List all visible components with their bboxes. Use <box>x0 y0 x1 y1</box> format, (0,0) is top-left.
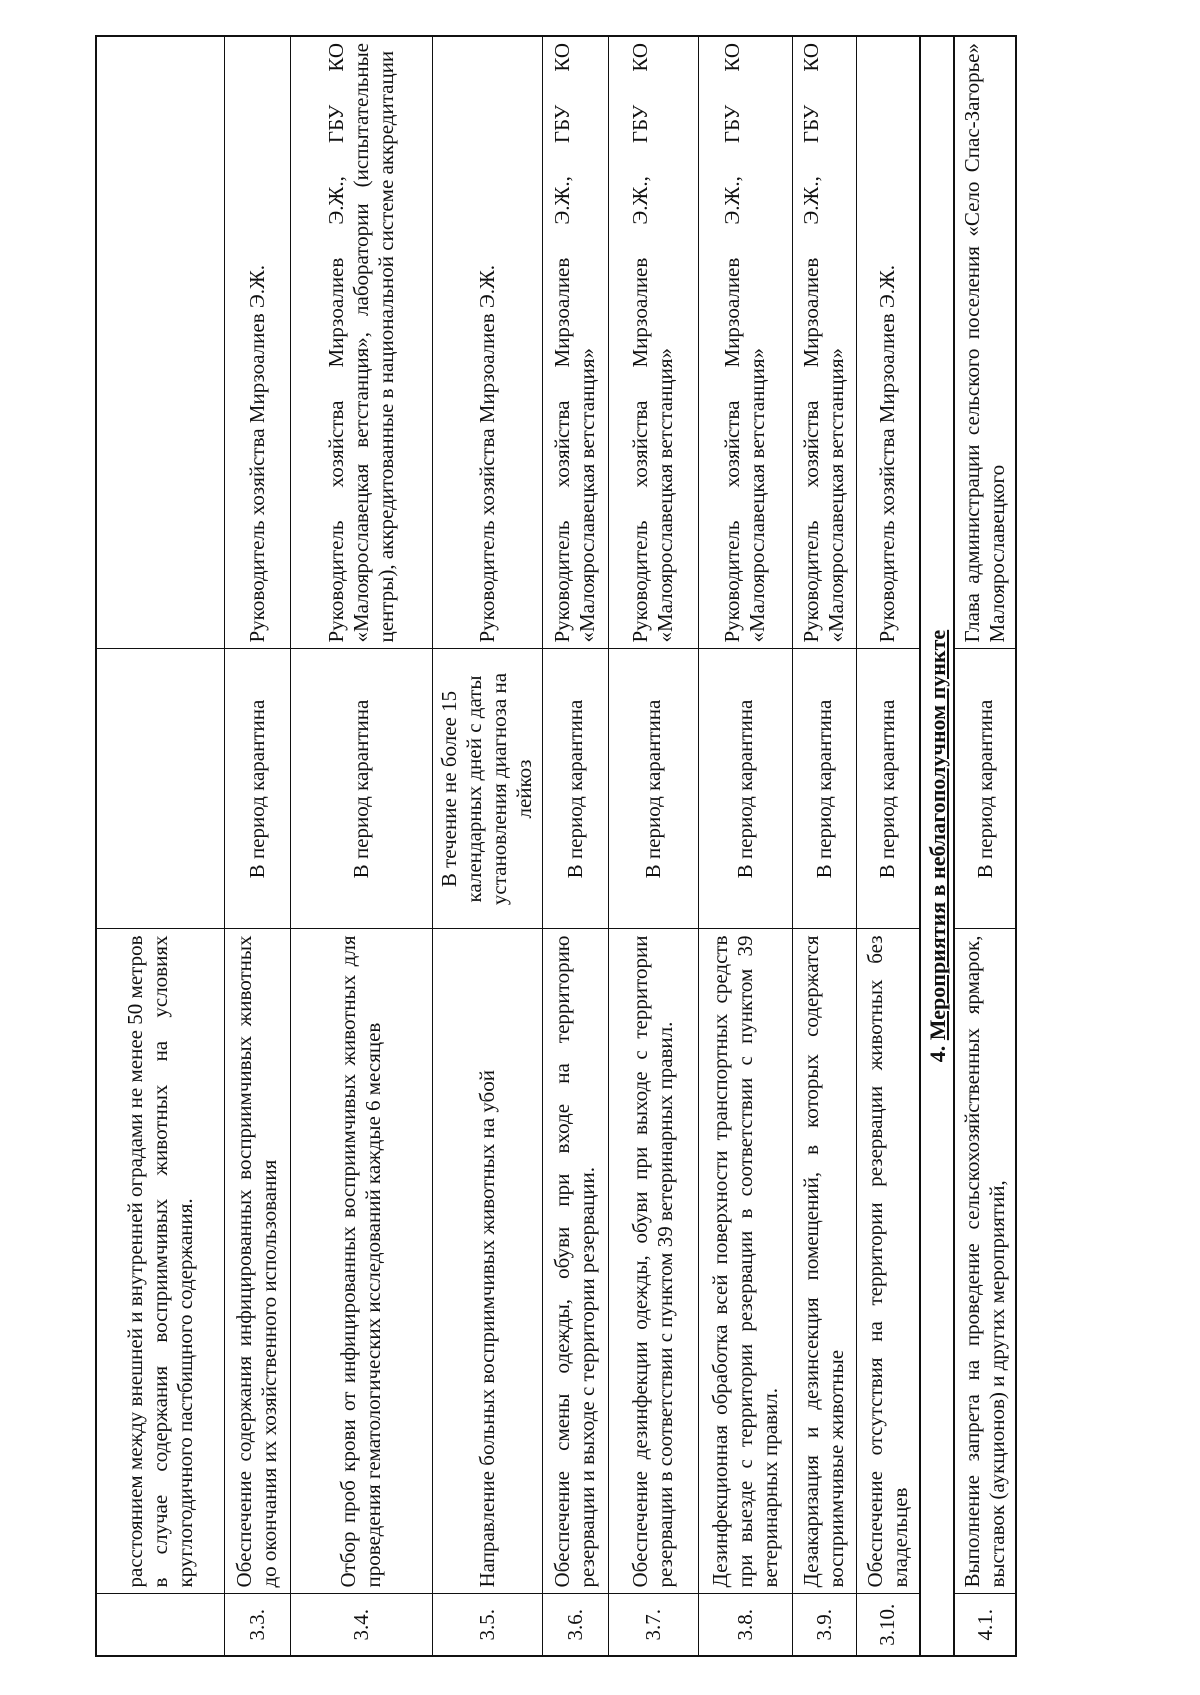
measure-responsible: Руководитель хозяйства Мирзоалиев Э.Ж., ГБУ КО «Малоярославецкая ветстанция» <box>542 36 608 649</box>
row-number: 3.7. <box>608 1594 698 1656</box>
row-number: 3.9. <box>792 1594 856 1656</box>
measure-responsible: Руководитель хозяйства Мирзоалиев Э.Ж. <box>432 36 542 649</box>
measure-text: Дезинфекционная обработка всей поверхности транспортных средств при выезде с территории резервации в соответствии с пунктом 39 ветеринарных правил. <box>698 929 792 1594</box>
measure-responsible: Руководитель хозяйства Мирзоалиев Э.Ж., ГБУ КО «Малоярославецкая ветстанция» <box>792 36 856 649</box>
row-number: 3.8. <box>698 1594 792 1656</box>
measure-period: В период карантина <box>542 649 608 929</box>
measure-text: Обеспечение содержания инфицированных восприимчивых животных до окончания их хозяйственного использования <box>224 929 290 1594</box>
measure-responsible: Руководитель хозяйства Мирзоалиев Э.Ж., ГБУ КО «Малоярославецкая ветстанция» <box>608 36 698 649</box>
measure-responsible <box>96 36 224 649</box>
document-page <box>95 37 1105 1657</box>
measure-period: В период карантина <box>290 649 432 929</box>
row-number: 3.5. <box>432 1594 542 1656</box>
table-row <box>290 36 432 1656</box>
measure-text: Обеспечение отсутствия на территории резервации животных без владельцев <box>856 929 920 1594</box>
table-row <box>96 36 224 1656</box>
measure-text: Обеспечение смены одежды, обуви при входе на территорию резервации и выходе с территории резервации. <box>542 929 608 1594</box>
row-number: 3.6. <box>542 1594 608 1656</box>
measures-table <box>95 35 1017 1657</box>
measure-responsible: Руководитель хозяйства Мирзоалиев Э.Ж., ГБУ КО «Малоярославецкая ветстанция», лаборатории (испытательные центры), аккредитованные в национальной системе аккредитации <box>290 36 432 649</box>
measure-text: Отбор проб крови от инфицированных восприимчивых животных для проведения гематологических исследований каждые 6 месяцев <box>290 929 432 1594</box>
measure-period: В период карантина <box>792 649 856 929</box>
measure-period: В период карантина <box>698 649 792 929</box>
measure-period: В период карантина <box>954 649 1016 929</box>
measure-text: Обеспечение дезинфекции одежды, обуви при выходе с территории резервации в соответствии с пунктом 39 ветеринарных правил. <box>608 929 698 1594</box>
measure-text: Направление больных восприимчивых животных на убой <box>432 929 542 1594</box>
measure-period: В период карантина <box>856 649 920 929</box>
measure-responsible: Руководитель хозяйства Мирзоалиев Э.Ж., ГБУ КО «Малоярославецкая ветстанция» <box>698 36 792 649</box>
section-number: 4. <box>924 1045 950 1063</box>
table-row <box>224 36 290 1656</box>
section-heading <box>920 36 954 1656</box>
measure-period: В период карантина <box>608 649 698 929</box>
table-row <box>954 36 1016 1656</box>
measure-responsible: Руководитель хозяйства Мирзоалиев Э.Ж. <box>224 36 290 649</box>
measure-text: Дезакаризация и дезинсекция помещений, в которых содержатся восприимчивые животные <box>792 929 856 1594</box>
measure-period <box>96 649 224 929</box>
measure-text: Выполнение запрета на проведение сельскохозяйственных ярмарок, выставок (аукционов) и других мероприятий, <box>954 929 1016 1594</box>
section-header-row <box>920 36 954 1656</box>
row-number: 4.1. <box>954 1594 1016 1656</box>
measure-responsible: Глава администрации сельского поселения «Село Спас-Загорье» Малоярославецкого <box>954 36 1016 649</box>
section-title: Мероприятия в неблагополучном пункте <box>924 629 950 1041</box>
measure-text: расстоянием между внешней и внутренней оградами не менее 50 метров в случае содержания восприимчивых животных на условиях круглогодичного пастбищного содержания. <box>96 929 224 1594</box>
table-row <box>432 36 542 1656</box>
row-number: 3.3. <box>224 1594 290 1656</box>
table-row <box>542 36 608 1656</box>
row-number: 3.10. <box>856 1594 920 1656</box>
table-row <box>792 36 856 1656</box>
table-row <box>698 36 792 1656</box>
measure-period: В период карантина <box>224 649 290 929</box>
row-number: 3.4. <box>290 1594 432 1656</box>
measure-responsible: Руководитель хозяйства Мирзоалиев Э.Ж. <box>856 36 920 649</box>
row-number <box>96 1594 224 1656</box>
table-row <box>856 36 920 1656</box>
table-row <box>608 36 698 1656</box>
measure-period: В течение не более 15 календарных дней с даты установления диагноза на лейкоз <box>432 649 542 929</box>
